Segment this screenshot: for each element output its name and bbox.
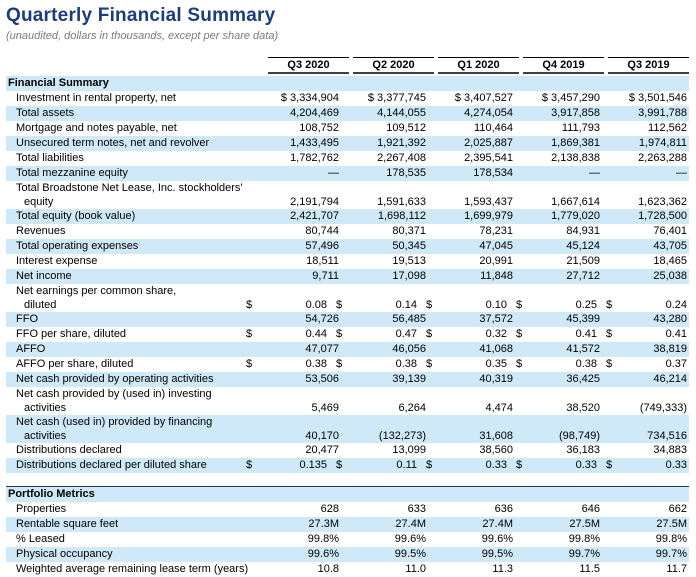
value-cell: 11,848 (480, 270, 513, 282)
dollar-sign: $ (516, 299, 523, 311)
value-cell: 99.6% (394, 533, 426, 545)
table-row (6, 312, 689, 327)
value-cell: 20,477 (305, 444, 339, 456)
value-cell: 633 (407, 503, 426, 515)
value-cell: 646 (581, 503, 600, 515)
dollar-sign: $ (246, 358, 253, 370)
value-cell: $ 0.47 (336, 328, 417, 340)
value-cell: 111,793 (561, 122, 600, 134)
table-row (6, 136, 689, 151)
column-header-q3-2020: Q3 2020 (268, 57, 349, 74)
table-row (6, 181, 689, 209)
value-cell: 57,496 (305, 240, 339, 252)
value-cell: 1,782,762 (290, 152, 339, 164)
page-title: Quarterly Financial Summary (6, 5, 276, 26)
value-cell: 6,264 (398, 402, 426, 414)
value-cell: 2,267,408 (377, 152, 426, 164)
value-cell: 36,425 (566, 373, 600, 385)
row-label: Physical occupancy (16, 548, 113, 560)
value-cell: 178,534 (473, 167, 513, 179)
value-cell: 27.5M (569, 518, 600, 530)
dollar-sign: $ (426, 459, 433, 471)
dollar-sign: $ (426, 358, 433, 370)
value-cell: $ 0.25 (516, 299, 597, 311)
value-cell: 37,572 (479, 313, 513, 325)
row-label: Total assets (16, 107, 75, 119)
dollar-sign: $ (336, 459, 343, 471)
row-label: Total mezzanine equity (16, 167, 128, 179)
table-row (6, 254, 689, 269)
value-cell: 99.8% (568, 533, 600, 545)
value-cell: $ 0.24 (606, 299, 687, 311)
value-cell: 1,591,633 (377, 196, 426, 208)
value-cell: $ 0.11 (336, 459, 417, 471)
value-cell: 11.0 (405, 563, 426, 575)
table-row (6, 562, 689, 577)
value-cell: 25,038 (653, 270, 687, 282)
value-cell: 99.8% (655, 533, 687, 545)
value-cell: 38,819 (653, 343, 687, 355)
value-cell: 4,144,055 (377, 107, 426, 119)
dollar-sign: $ (516, 459, 523, 471)
dollar-sign: $ (246, 459, 253, 471)
value-cell: 1,593,437 (464, 196, 513, 208)
value-cell: $ 0.41 (516, 328, 597, 340)
value-cell: 109,512 (386, 122, 426, 134)
value-cell: 84,931 (566, 225, 600, 237)
table-row (6, 121, 689, 136)
table-row (6, 443, 689, 458)
value-cell: 80,744 (305, 225, 339, 237)
value-cell: $ 3,501,546 (628, 92, 687, 104)
value-cell: 99.6% (481, 533, 513, 545)
value-cell: 21,509 (566, 255, 600, 267)
table-row (6, 458, 689, 473)
value-cell: 1,921,392 (377, 137, 426, 149)
table-row (6, 106, 689, 121)
value-cell: 27,712 (566, 270, 600, 282)
value-cell: 20,991 (479, 255, 513, 267)
row-label: Weighted average remaining lease term (years) (16, 563, 249, 575)
dollar-sign: $ (336, 328, 343, 340)
value-cell: 39,139 (392, 373, 426, 385)
column-header-q1-2020: Q1 2020 (438, 57, 519, 74)
value-cell: $ 0.37 (606, 358, 687, 370)
value-cell: — (589, 167, 600, 179)
value-cell: 2,025,887 (464, 137, 513, 149)
value-cell: 662 (668, 503, 687, 515)
value-cell: 27.3M (308, 518, 339, 530)
table-row (6, 91, 689, 106)
value-cell: 11.3 (492, 563, 513, 575)
row-label: Net cash (used in) provided by financing activities (16, 416, 213, 442)
value-cell: $ 0.35 (426, 358, 507, 370)
value-cell: 1,779,020 (551, 210, 600, 222)
value-cell: 4,274,054 (464, 107, 513, 119)
value-cell: 76,401 (653, 225, 687, 237)
column-header-q3-2019: Q3 2019 (608, 57, 689, 74)
value-cell: $ 0.38 (246, 358, 327, 370)
value-cell: 1,869,381 (551, 137, 600, 149)
value-cell: 45,124 (566, 240, 600, 252)
value-cell: 47,045 (479, 240, 513, 252)
value-cell: 99.8% (307, 533, 339, 545)
value-cell: $ 0.41 (606, 328, 687, 340)
row-label: Net income (16, 270, 72, 282)
row-label: Rentable square feet (16, 518, 119, 530)
value-cell: $ 0.32 (426, 328, 507, 340)
value-cell: 17,098 (392, 270, 426, 282)
value-cell: 53,506 (305, 373, 339, 385)
dollar-sign: $ (606, 459, 613, 471)
dollar-sign: $ (426, 299, 433, 311)
value-cell: 108,752 (299, 122, 339, 134)
value-cell: 4,204,469 (290, 107, 339, 119)
value-cell: $ 3,334,904 (280, 92, 339, 104)
row-label: Revenues (16, 225, 66, 237)
value-cell: 13,099 (392, 444, 426, 456)
table-row (6, 239, 689, 254)
table-row (6, 517, 689, 532)
row-label: Net cash provided by operating activities (16, 373, 214, 385)
value-cell: 36,183 (566, 444, 600, 456)
row-label: Distributions declared per diluted share (16, 459, 207, 471)
dollar-sign: $ (516, 328, 523, 340)
value-cell: 38,520 (566, 402, 600, 414)
value-cell: $ 3,407,527 (454, 92, 513, 104)
value-cell: $ 3,457,290 (541, 92, 600, 104)
table-row (6, 357, 689, 372)
value-cell: 50,345 (392, 240, 426, 252)
value-cell: 99.7% (568, 548, 600, 560)
row-label: % Leased (16, 533, 65, 545)
value-cell: 99.7% (655, 548, 687, 560)
table-row (6, 166, 689, 181)
row-label: Mortgage and notes payable, net (16, 122, 177, 134)
value-cell: $ 0.10 (426, 299, 507, 311)
value-cell: 1,974,811 (638, 137, 687, 149)
row-label: Net earnings per common share, diluted (16, 285, 177, 311)
row-label: Unsecured term notes, net and revolver (16, 137, 210, 149)
value-cell: $ 0.08 (246, 299, 327, 311)
value-cell: 45,399 (566, 313, 600, 325)
row-label: FFO per share, diluted (16, 328, 127, 340)
value-cell: — (328, 167, 339, 179)
row-label: Net cash provided by (used in) investing activities (16, 388, 212, 414)
value-cell: 112,562 (648, 122, 687, 134)
value-cell: 11.5 (579, 563, 600, 575)
value-cell: 18,511 (306, 255, 339, 267)
value-cell: 628 (320, 503, 339, 515)
column-header-q4-2019: Q4 2019 (523, 57, 604, 74)
value-cell: 1,699,979 (464, 210, 513, 222)
value-cell: 2,191,794 (290, 196, 339, 208)
section-header: Portfolio Metrics (6, 486, 689, 502)
value-cell: 2,263,288 (638, 152, 687, 164)
value-cell: 9,711 (312, 270, 339, 282)
column-header-row (6, 57, 689, 74)
value-cell: 78,231 (479, 225, 513, 237)
value-cell: 27.4M (482, 518, 513, 530)
value-cell: $ 0.33 (516, 459, 597, 471)
value-cell: (98,749) (559, 430, 600, 442)
value-cell: 3,917,858 (551, 107, 600, 119)
dollar-sign: $ (606, 358, 613, 370)
row-label: Properties (16, 503, 67, 515)
dollar-sign: $ (246, 299, 253, 311)
value-cell: 19,513 (392, 255, 426, 267)
value-cell: $ 0.44 (246, 328, 327, 340)
table-row (6, 342, 689, 357)
dollar-sign: $ (336, 358, 343, 370)
value-cell: 636 (494, 503, 513, 515)
value-cell: 34,883 (653, 444, 687, 456)
value-cell: 3,991,788 (638, 107, 687, 119)
value-cell: 41,572 (566, 343, 600, 355)
value-cell: (132,273) (378, 430, 426, 442)
column-header-q2-2020: Q2 2020 (353, 57, 434, 74)
table-row (6, 415, 689, 443)
dollar-sign: $ (516, 358, 523, 370)
table-row (6, 327, 689, 342)
dollar-sign: $ (246, 328, 253, 340)
value-cell: 46,214 (653, 373, 687, 385)
value-cell: 54,726 (305, 313, 339, 325)
value-cell: 43,280 (653, 313, 687, 325)
value-cell: $ 0.38 (516, 358, 597, 370)
value-cell: $ 0.38 (336, 358, 417, 370)
row-label: Investment in rental property, net (16, 92, 176, 104)
row-label: Total liabilities (16, 152, 84, 164)
page-subtitle: (unaudited, dollars in thousands, except per share data) (6, 30, 279, 42)
row-label: AFFO (16, 343, 46, 355)
value-cell: 27.5M (656, 518, 687, 530)
value-cell: 46,056 (392, 343, 426, 355)
value-cell: 5,469 (311, 402, 339, 414)
value-cell: 11.7 (666, 563, 687, 575)
value-cell: 1,698,112 (377, 210, 426, 222)
row-label: Total Broadstone Net Lease, Inc. stockholders' equity (16, 182, 243, 208)
value-cell: 2,138,838 (551, 152, 600, 164)
value-cell: 110,464 (474, 122, 513, 134)
value-cell: 1,667,614 (551, 196, 600, 208)
value-cell: 10.8 (317, 563, 339, 575)
value-cell: $ 0.135 (246, 459, 327, 471)
value-cell: 1,728,500 (638, 210, 687, 222)
value-cell: 2,395,541 (464, 152, 513, 164)
row-label: AFFO per share, diluted (16, 358, 134, 370)
value-cell: 4,474 (485, 402, 513, 414)
row-label: Total equity (book value) (16, 210, 136, 222)
value-cell: 31,608 (479, 430, 513, 442)
value-cell: 18,465 (653, 255, 687, 267)
dollar-sign: $ (336, 299, 343, 311)
value-cell: 734,516 (647, 430, 687, 442)
value-cell: 99.5% (394, 548, 426, 560)
value-cell: 178,535 (386, 167, 426, 179)
section-header: Financial Summary (6, 76, 689, 91)
value-cell: 99.5% (481, 548, 513, 560)
financial-table (6, 76, 689, 577)
row-label: Interest expense (16, 255, 98, 267)
dollar-sign: $ (606, 299, 613, 311)
row-label: Total operating expenses (16, 240, 139, 252)
value-cell: $ 3,377,745 (367, 92, 426, 104)
row-label: Distributions declared (16, 444, 122, 456)
value-cell: 27.4M (395, 518, 426, 530)
value-cell: 2,421,707 (290, 210, 339, 222)
table-row (6, 284, 689, 312)
value-cell: 41,068 (479, 343, 513, 355)
table-row (6, 532, 689, 547)
value-cell: $ 0.33 (426, 459, 507, 471)
table-row (6, 547, 689, 562)
value-cell: 40,170 (305, 430, 339, 442)
table-row (6, 502, 689, 517)
value-cell: 1,433,495 (290, 137, 339, 149)
value-cell: 80,371 (392, 225, 426, 237)
value-cell: 38,560 (479, 444, 513, 456)
value-cell: $ 0.33 (606, 459, 687, 471)
dollar-sign: $ (426, 328, 433, 340)
row-label: FFO (16, 313, 38, 325)
table-row (6, 224, 689, 239)
table-row (6, 209, 689, 224)
value-cell: 99.6% (307, 548, 339, 560)
table-row (6, 387, 689, 415)
value-cell: 40,319 (479, 373, 513, 385)
value-cell: 56,485 (392, 313, 426, 325)
value-cell: 1,623,362 (638, 196, 687, 208)
value-cell: $ 0.14 (336, 299, 417, 311)
table-row (6, 372, 689, 387)
value-cell: — (676, 167, 687, 179)
table-row (6, 269, 689, 284)
value-cell: 47,077 (305, 343, 339, 355)
dollar-sign: $ (606, 328, 613, 340)
table-row (6, 151, 689, 166)
value-cell: (749,333) (639, 402, 687, 414)
value-cell: 43,705 (653, 240, 687, 252)
